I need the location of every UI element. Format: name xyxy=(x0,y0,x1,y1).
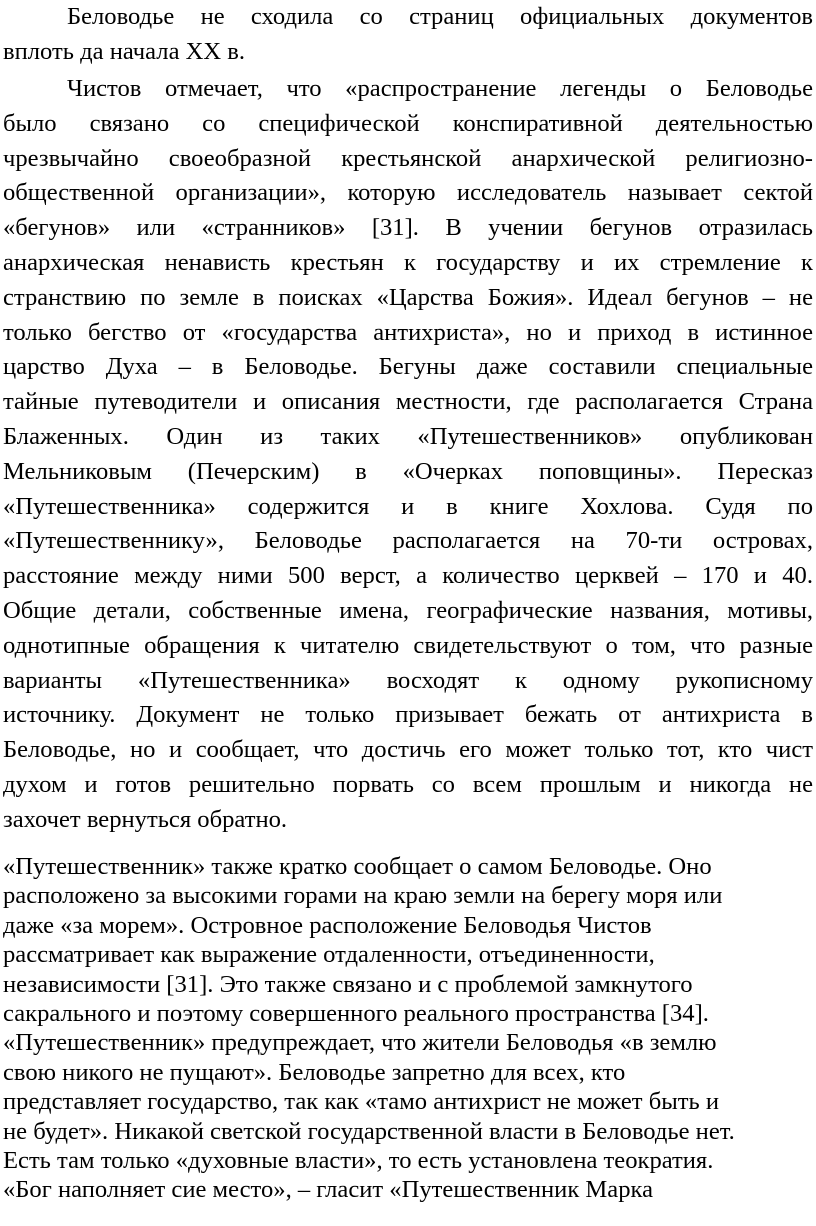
paragraph-3 xyxy=(3,852,815,1205)
text-line: Беловодье, но и сообщает, что достичь его может только тот, кто чист xyxy=(3,736,813,764)
text-line: захочет вернуться обратно. xyxy=(3,805,288,833)
text-line: «Путешественнику», Беловодье располагается на 70-ти островах, xyxy=(3,527,813,555)
paragraph-2 xyxy=(3,72,813,838)
paragraph-1 xyxy=(3,0,813,70)
text-line: «Путешественника» содержится и в книге Хохлова. Судя по xyxy=(3,492,813,520)
text-line: Беловодье не сходила со страниц официальных документов xyxy=(67,3,813,30)
text-line: «Путешественник» также кратко сообщает о самом Беловодье. Оно xyxy=(3,853,712,880)
text-line: однотипные обращения к читателю свидетельствуют о том, что разные xyxy=(3,631,813,659)
text-line: общественной организации», которую исследователь называет сектой xyxy=(3,179,813,207)
text-line: тайные путеводители и описания местности, где располагается Страна xyxy=(3,388,813,416)
text-line: Чистов отмечает, что «распространение легенды о Беловодье xyxy=(67,75,813,102)
text-line: «Бог наполняет сие место», – гласит «Путешественник Марка xyxy=(3,1176,653,1204)
text-line: было связано со специфической конспиративной деятельностью xyxy=(3,109,813,137)
text-line: независимости [31]. Это также связано и с проблемой замкнутого xyxy=(3,970,693,998)
text-line: варианты «Путешественника» восходят к одному рукописному xyxy=(3,666,813,694)
text-line: расстояние между ними 500 верст, а количество церквей – 170 и 40. xyxy=(3,562,813,590)
text-line: расположено за высокими горами на краю земли на берегу моря или xyxy=(3,882,723,910)
text-line: «Путешественник» предупреждает, что жители Беловодья «в землю xyxy=(3,1029,717,1057)
text-line: источнику. Документ не только призывает бежать от антихриста в xyxy=(3,701,813,729)
text-line: только бегство от «государства антихриста», но и приход в истинное xyxy=(3,318,813,346)
text-line: вплоть да начала XX в. xyxy=(3,37,246,65)
text-line: представляет государство, так как «тамо антихрист не может быть и xyxy=(3,1088,720,1116)
text-line: Мельниковым (Печерским) в «Очерках поповщины». Пересказ xyxy=(3,457,813,485)
text-line: царство Духа – в Беловодье. Бегуны даже составили специальные xyxy=(3,353,813,381)
text-line: Общие детали, собственные имена, географические названия, мотивы, xyxy=(3,596,813,624)
text-line: свою никого не пущают». Беловодье запретно для всех, кто xyxy=(3,1058,626,1086)
text-line: сакрального и поэтому совершенного реального пространства [34]. xyxy=(3,1000,709,1028)
text-line: анархическая ненависть крестьян к государству и их стремление к xyxy=(3,248,813,276)
text-line: даже «за морем». Островное расположение Беловодья Чистов xyxy=(3,911,652,939)
text-line: Есть там только «духовные власти», то есть установлена теократия. xyxy=(3,1147,714,1175)
text-line: Блаженных. Один из таких «Путешественников» опубликован xyxy=(3,422,813,450)
text-line: чрезвычайно своеобразной крестьянской анархической религиозно- xyxy=(3,144,813,172)
text-line: рассматривает как выражение отдаленности, отъединенности, xyxy=(3,941,655,969)
text-line: странствию по земле в поисках «Царства Божия». Идеал бегунов – не xyxy=(3,283,813,311)
text-line: не будет». Никакой светской государственной власти в Беловодье нет. xyxy=(3,1117,735,1145)
text-line: «бегунов» или «странников» [31]. В учении бегунов отразилась xyxy=(3,214,813,242)
text-line: духом и готов решительно порвать со всем прошлым и никогда не xyxy=(3,770,813,798)
